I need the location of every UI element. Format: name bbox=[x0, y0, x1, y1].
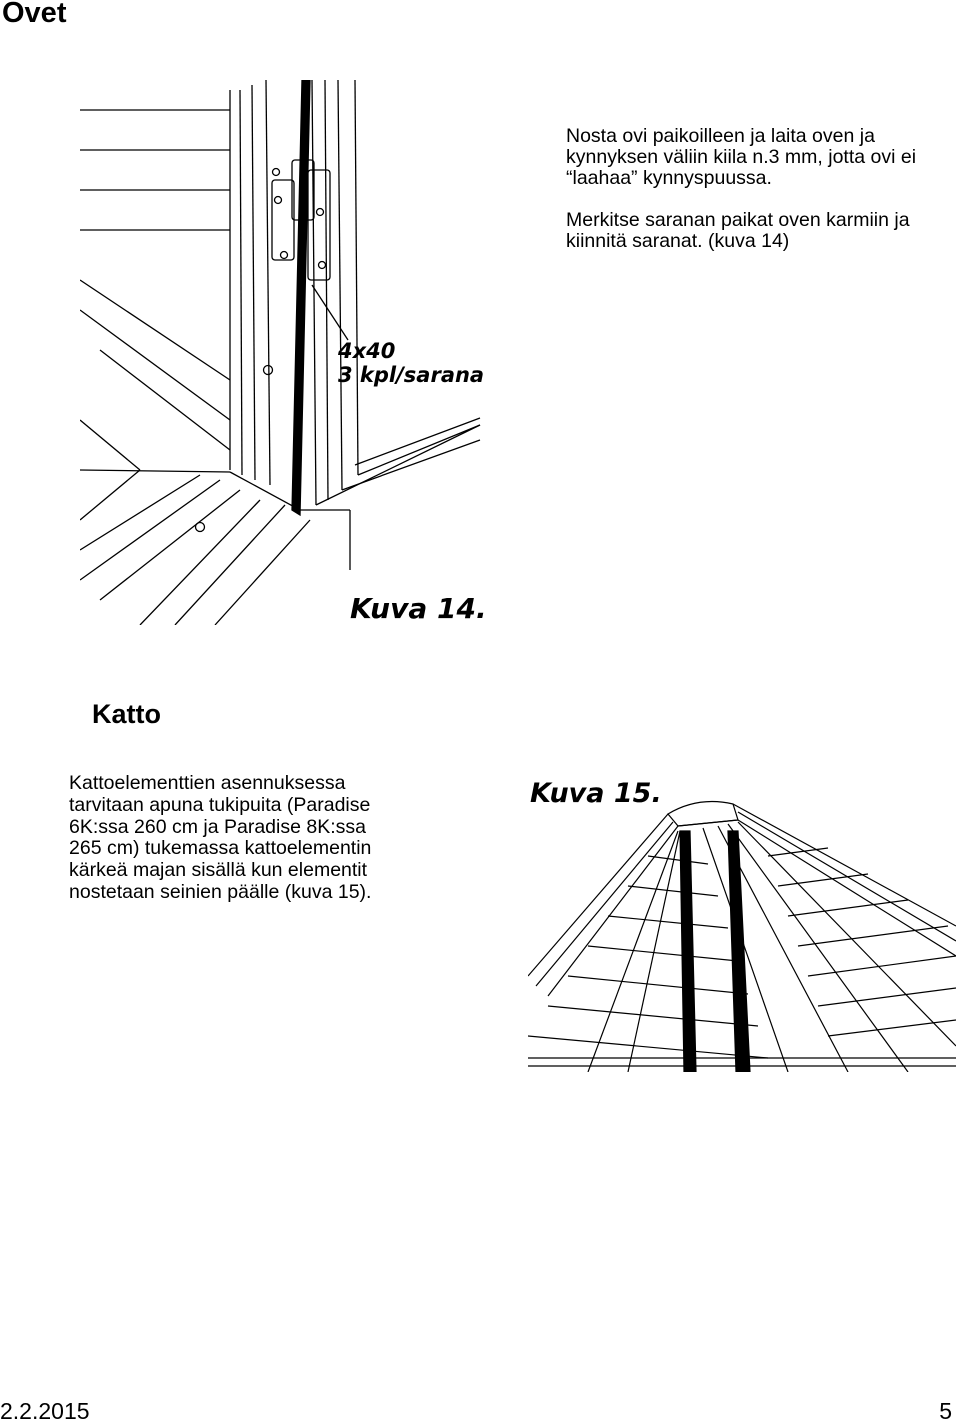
figure-14-door-hinge-illustration bbox=[80, 80, 560, 625]
doors-paragraph-2: Merkitse saranan paikat oven karmiin ja kiinnitä saranat. (kuva 14) bbox=[566, 209, 910, 252]
figure-14-caption: Kuva 14. bbox=[350, 592, 487, 625]
roof-instructions bbox=[69, 773, 509, 904]
page-number: 5 bbox=[939, 1398, 952, 1424]
doors-instructions bbox=[566, 126, 960, 252]
roof-text-line: 265 cm) tukemassa kattoelementin bbox=[69, 837, 372, 860]
roof-text-line: Kattoelementtien asennuksessa bbox=[69, 772, 346, 794]
figure-15-caption: Kuva 15. bbox=[530, 778, 662, 809]
roof-text-line: 6K:ssa 260 cm ja Paradise 8K:ssa bbox=[69, 815, 366, 838]
screw-size-label: 4x40 bbox=[338, 339, 396, 363]
roof-text-line: kärkeä majan sisällä kun elementit bbox=[69, 859, 368, 882]
footer-date: 2.2.2015 bbox=[0, 1398, 90, 1424]
section-title-roof: Katto bbox=[92, 699, 161, 729]
screw-quantity-label: 3 kpl/sarana bbox=[338, 363, 485, 387]
roof-text-line: tarvitaan apuna tukipuita (Paradise bbox=[69, 793, 371, 816]
section-title-doors: Ovet bbox=[2, 0, 67, 29]
doors-paragraph-1: Nosta ovi paikoilleen ja laita oven ja kynnyksen väliin kiila n.3 mm, jotta ovi ei “laahaa” kynnyspuussa. bbox=[566, 125, 917, 189]
roof-text-line: nostetaan seinien päälle (kuva 15). bbox=[69, 880, 372, 903]
figure-15-roof-support-illustration bbox=[528, 776, 956, 1072]
